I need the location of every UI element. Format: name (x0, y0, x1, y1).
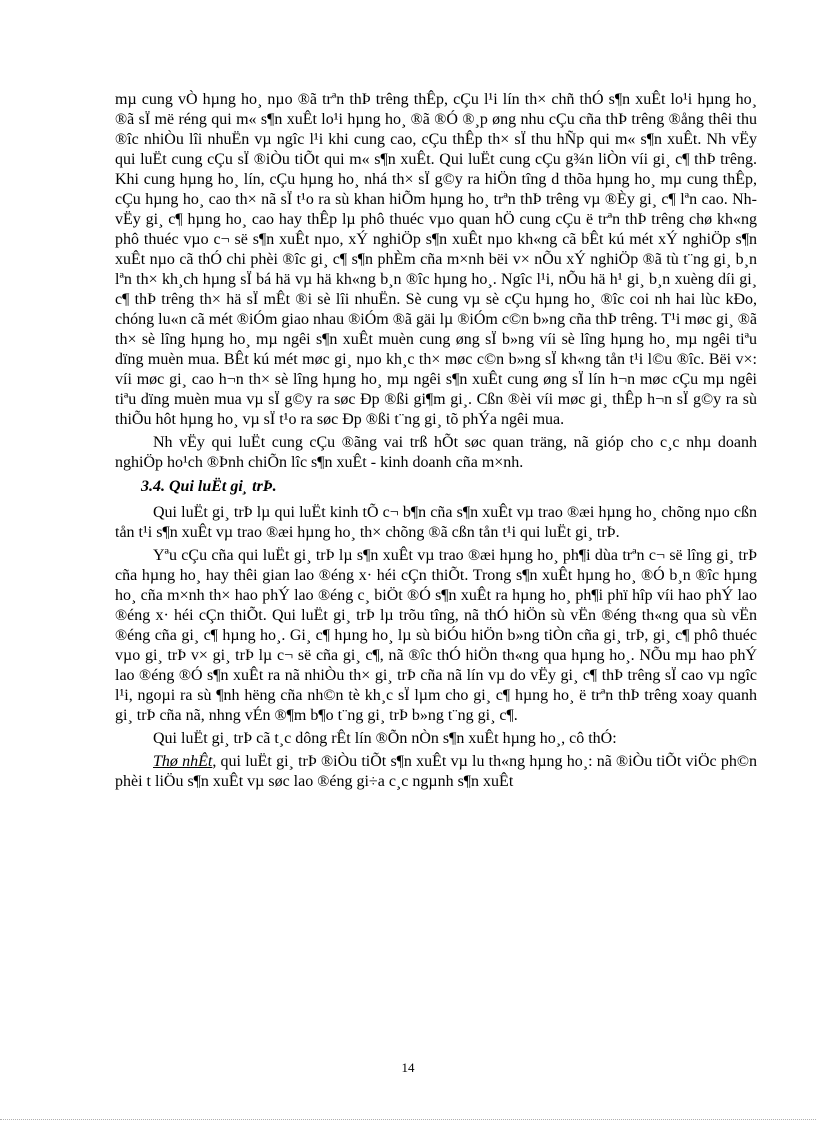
section-paragraph-2: Yªu cÇu cña qui luËt gi¸ trÞ lµ s¶n xuÊt vµ trao ®æi hµng ho¸ ph¶i dùa trªn c¬ së lîng gi¸ trÞ cña hµng ho¸ hay thêi gian lao ®éng x· héi cÇn thiÕt. Trong s¶n xuÊt hµng ho¸ ®Ó b¸n ®îc hµng ho¸ cña m×nh th× hao phÝ lao ®éng c¸ biÖt ®Ó s¶n xuÊt ra hµng ho¸ ph¶i phï hîp víi hao phÝ lao ®éng x· héi cÇn thiÕt. Qui luËt gi¸ trÞ lµ trõu tîng, nã thÓ hiÖn sù vËn ®éng th«ng qua sù vËn ®éng cña gi¸ c¶ hµng ho¸. Gi¸ c¶ hµng ho¸ lµ sù biÓu hiÖn b»ng tiÒn cña gi¸ trÞ, gi¸ c¶ phô thuéc vµo gi¸ trÞ v× gi¸ trÞ lµ c¬ së cña gi¸ c¶, nã ®îc thÓ hiÖn th«ng qua hµng ho¸. NÕu mµ hao phÝ lao ®éng ®Ó s¶n xuÊt ra nã nhiÒu th× gi¸ trÞ cña nã lín vµ do vËy gi¸ c¶ thÞ trêng sÏ cao vµ ngîc l¹i, ngoµi ra sù ¶nh hëng cña nh©n tè kh¸c sÏ lµm cho gi¸ c¶ hµng ho¸ ë trªn thÞ trêng xoay quanh gi¸ trÞ cña nã, nhng vÉn ®¶m b¶o t¨ng gi¸ trÞ b»ng t¨ng gi¸ c¶. (115, 547, 757, 724)
section-heading: 3.4. Qui luËt gi¸ trÞ. (141, 478, 277, 495)
section-paragraph-3: Qui luËt gi¸ trÞ cã t¸c dông rÊt lín ®Õn nÒn s¶n xuÊt hµng ho¸, cô thÓ: (153, 730, 617, 747)
body-paragraph-2: Nh vËy qui luËt cung cÇu ®ãng vai trß hÕt søc quan träng, nã gióp cho c¸c nhµ doanh nghiÖp ho¹ch ®Þnh chiÕn lîc s¶n xuÊt - kinh doanh cña m×nh. (115, 434, 757, 471)
body-paragraph-1: mµ cung vÒ hµng ho¸ nµo ®ã trªn thÞ trêng thÊp, cÇu l¹i lín th× chñ thÓ s¶n xuÊt lo¹i hµng ho¸ ®ã sÏ më réng qui m« s¶n xuÊt lo¹i hµng ho¸ ®ã ®Ó ®¸p øng nhu cÇu cña thÞ trêng ®ång thêi thu ®îc nhiÒu lîi nhuËn vµ ngîc l¹i khi cung cao, cÇu thÊp th× sÏ thu hÑp qui m« s¶n xuÊt. Nh vËy qui luËt cung cÇu sÏ ®iÒu tiÕt qui m« s¶n xuÊt. Qui luËt cung cÇu g¾n liÒn víi gi¸ c¶ thÞ trêng. Khi cung hµng ho¸ lín, cÇu hµng ho¸ nhá th× sÏ g©y ra hiÖn tîng d thõa hµng ho¸ mµ cung thÊp, cÇu hµng ho¸ cao th× nã sÏ t¹o ra sù khan hiÕm hµng ho¸ trªn thÞ trêng vµ ®Èy gi¸ c¶ lªn cao. Nh vËy gi¸ c¶ hµng ho¸ cao hay thÊp lµ phô thuéc vµo quan hÖ cung cÇu ë trªn thÞ trêng chø kh«ng phô thuéc vµo c¬ së s¶n xuÊt nµo, xÝ nghiÖp s¶n xuÊt nµo kh«ng cã bÊt kú mét xÝ nghiÖp s¶n xuÊt nµo cã thÓ chi phèi ®îc gi¸ c¶ s¶n phÈm cña m×nh bëi v× nÕu xÝ nghiÖp ®ã tù t¨ng gi¸ b¸n lªn th× kh¸ch hµng sÏ bá hä vµ hä kh«ng b¸n ®îc hµng ho¸. Ngîc l¹i, nÕu hä h¹ gi¸ b¸n xuèng díi gi¸ c¶ thÞ trêng th× hä sÏ mÊt ®i sè lîi nhuËn. Sè cung vµ sè cÇu hµng ho¸ ®îc coi nh hai lùc kÐo, chóng lu«n cã mét ®iÓm giao nhau ®iÓm ®ã gäi lµ ®iÓm c©n b»ng cña thÞ trêng. T¹i møc gi¸ ®ã th× sè lîng hµng ho¸ mµ ngêi s¶n xuÊt muèn cung øng sÏ b»ng víi sè lîng hµng ho¸ mµ ngêi tiªu dïng muèn mua. BÊt kú mét møc gi¸ nµo kh¸c th× møc c©n b»ng sÏ kh«ng tån t¹i l©u ®îc. Bëi v×: víi møc gi¸ cao h¬n th× sè lîng hµng ho¸ mµ ngêi s¶n xuÊt cung øng sÏ lín h¬n møc cÇu mµ ngêi tiªu dïng muèn mua vµ sÏ g©y ra søc Ðp ®ßi gi¶m gi¸. Cßn ®èi víi møc gi¸ thÊp h¬n sÏ g©y ra sù thiÕu hôt hµng ho¸ vµ sÏ t¹o ra søc Ðp ®ßi t¨ng gi¸ tõ phÝa ngêi mua. (115, 91, 757, 428)
paragraph-lead-word: Thø nhÊt (153, 753, 213, 770)
page-number: 14 (401, 1060, 415, 1075)
section-paragraph-4 (115, 752, 757, 792)
document-page (115, 90, 757, 792)
paragraph-continuation: , qui luËt gi¸ trÞ ®iÒu tiÕt s¶n xuÊt vµ lu th«ng hµng ho¸: nã ®iÒu tiÕt viÖc ph©n phèi t liÖu s¶n xuÊt vµ søc lao ®éng gi÷a c¸c ngµnh s¶n xuÊt (115, 753, 757, 790)
page-bottom-border (0, 1119, 816, 1120)
section-paragraph-1: Qui luËt gi¸ trÞ lµ qui luËt kinh tÕ c¬ b¶n cña s¶n xuÊt vµ trao ®æi hµng ho¸ chõng nµo cßn tån t¹i s¶n xuÊt vµ trao ®æi hµng ho¸ th× chõng ®ã cßn tån t¹i qui luËt gi¸ trÞ. (115, 504, 757, 541)
